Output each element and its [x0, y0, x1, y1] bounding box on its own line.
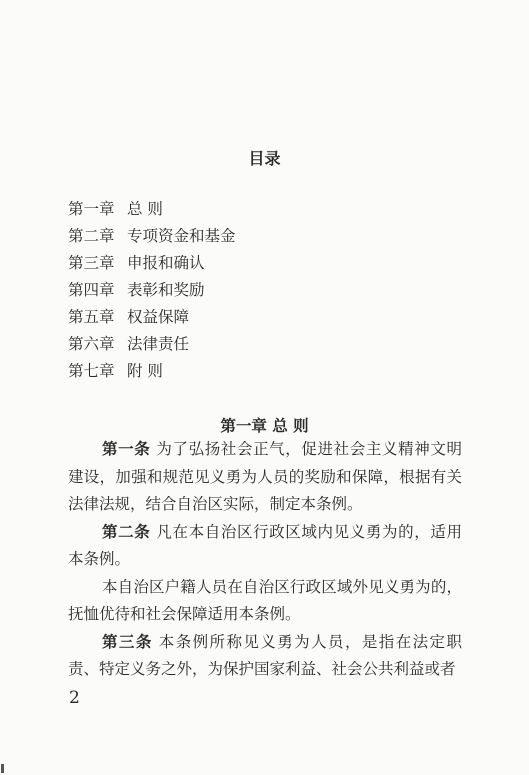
chapter-body — [68, 436, 462, 684]
toc-item — [68, 306, 236, 333]
chapter-title: 权益保障 — [127, 308, 190, 326]
article-number: 第二条 — [102, 522, 151, 541]
article-paragraph — [68, 629, 462, 684]
article-text: 凡在本自治区行政区域内见义勇为的，适用本条例。 — [68, 522, 462, 568]
chapter-number: 第三章 — [68, 254, 115, 272]
article-paragraph — [68, 519, 462, 574]
chapter-title: 法律责任 — [127, 335, 190, 353]
toc-title: 目录 — [248, 149, 281, 168]
chapter-title: 总 则 — [127, 200, 163, 218]
toc-item — [68, 279, 236, 306]
scan-mark — [1, 764, 4, 773]
article-text: 为了弘扬社会正气，促进社会主义精神文明建设，加强和规范见义勇为人员的奖励和保障，根据有关法律法规，结合自治区实际，制定本条例。 — [68, 440, 462, 513]
chapter-number: 第六章 — [68, 335, 115, 353]
toc-item — [68, 198, 236, 225]
chapter-number: 第四章 — [68, 281, 115, 299]
chapter-heading: 第一章 总 则 — [220, 417, 309, 435]
chapter-number: 第二章 — [68, 227, 115, 245]
chapter-number: 第七章 — [68, 362, 115, 380]
chapter-title: 表彰和奖励 — [127, 281, 205, 299]
article-text: 本条例所称见义勇为人员，是指在法定职责、特定义务之外，为保护国家利益、社会公共利益或者 — [68, 632, 462, 678]
chapter-number: 第一章 — [68, 200, 115, 218]
toc-item — [68, 360, 236, 387]
toc-item — [68, 252, 236, 279]
chapter-title: 专项资金和基金 — [127, 227, 236, 245]
table-of-contents — [68, 198, 236, 387]
article-text: 本自治区户籍人员在自治区行政区域外见义勇为的，抚恤优待和社会保障适用本条例。 — [68, 577, 462, 623]
page-number: 2 — [69, 688, 80, 708]
chapter-title: 申报和确认 — [127, 254, 205, 272]
chapter-number: 第五章 — [68, 308, 115, 326]
toc-item — [68, 225, 236, 252]
toc-item — [68, 333, 236, 360]
article-paragraph — [68, 436, 462, 519]
continuation-paragraph — [68, 574, 462, 629]
article-number: 第一条 — [102, 440, 151, 458]
article-number: 第三条 — [102, 632, 153, 651]
chapter-title: 附 则 — [127, 362, 163, 380]
